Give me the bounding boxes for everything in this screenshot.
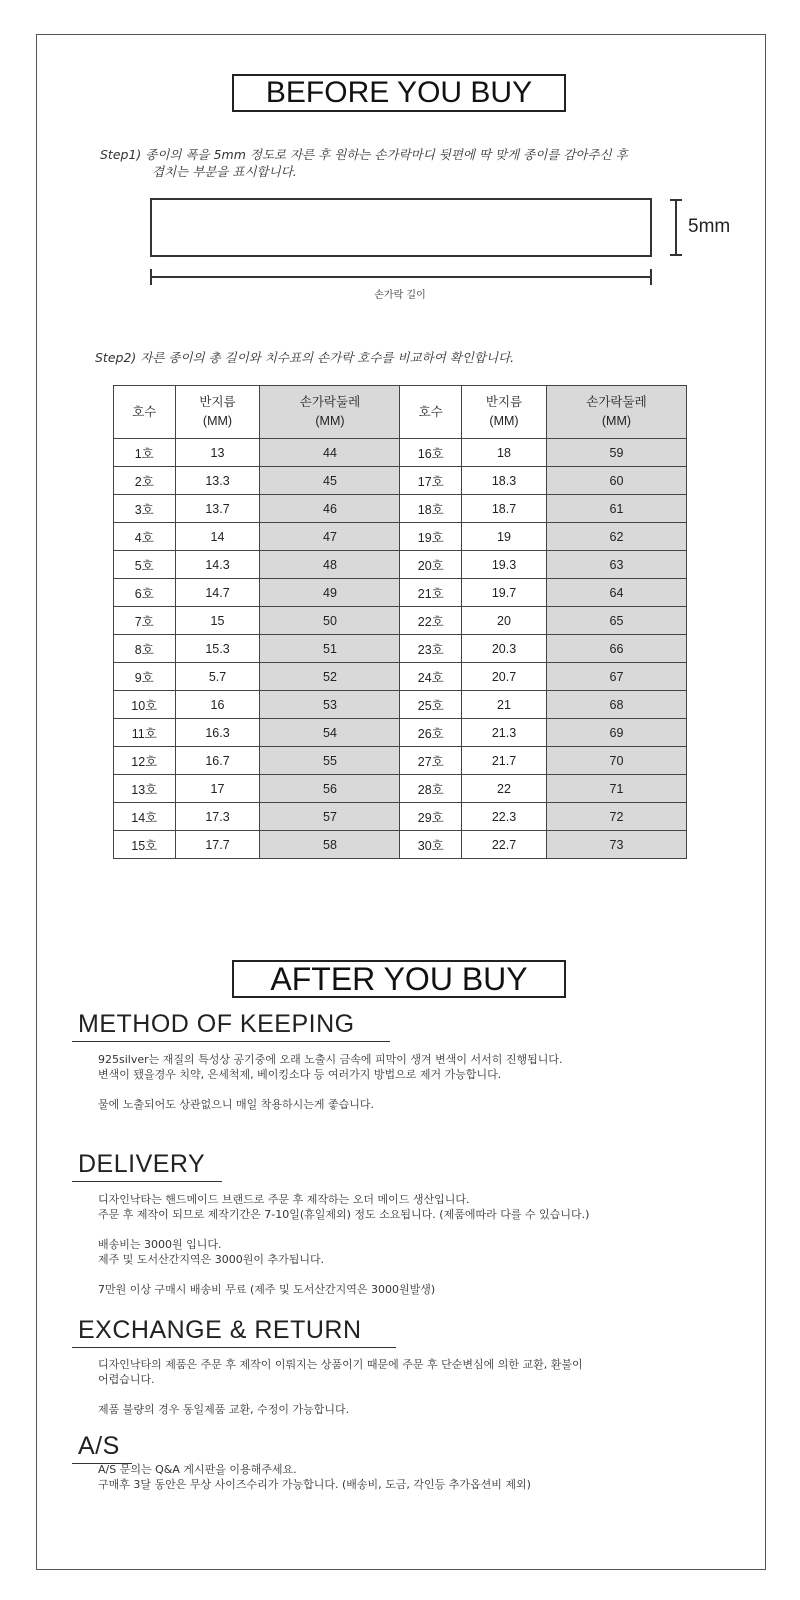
circumference-cell: 54 xyxy=(260,719,400,747)
table-row xyxy=(114,803,687,831)
size-cell: 19호 xyxy=(400,523,462,551)
size-cell: 4호 xyxy=(114,523,176,551)
paragraph-line: 어렵습니다. xyxy=(98,1373,155,1386)
header-radius-1: 반지름 (MM) xyxy=(175,386,260,439)
size-cell: 17호 xyxy=(400,467,462,495)
circumference-cell: 61 xyxy=(546,495,686,523)
radius-cell: 21.7 xyxy=(462,747,547,775)
circumference-cell: 60 xyxy=(546,467,686,495)
size-cell: 20호 xyxy=(400,551,462,579)
size-cell: 10호 xyxy=(114,691,176,719)
circumference-cell: 63 xyxy=(546,551,686,579)
radius-cell: 14.7 xyxy=(175,579,260,607)
circumference-cell: 65 xyxy=(546,607,686,635)
circumference-cell: 67 xyxy=(546,663,686,691)
radius-cell: 15.3 xyxy=(175,635,260,663)
circumference-cell: 64 xyxy=(546,579,686,607)
radius-cell: 14 xyxy=(175,523,260,551)
paragraph-line: 구매후 3달 동안은 무상 사이즈수리가 가능합니다. (배송비, 도금, 각인등 추가옵션비 제외) xyxy=(98,1478,531,1491)
step1-instruction xyxy=(100,146,740,180)
radius-cell: 19.3 xyxy=(462,551,547,579)
circumference-cell: 72 xyxy=(546,803,686,831)
size-cell: 13호 xyxy=(114,775,176,803)
circumference-cell: 45 xyxy=(260,467,400,495)
radius-cell: 20.7 xyxy=(462,663,547,691)
header-size-1: 호수 xyxy=(114,386,176,439)
radius-cell: 17 xyxy=(175,775,260,803)
size-cell: 22호 xyxy=(400,607,462,635)
table-row xyxy=(114,467,687,495)
circumference-cell: 57 xyxy=(260,803,400,831)
as-text xyxy=(98,1462,778,1492)
circumference-cell: 51 xyxy=(260,635,400,663)
as-heading: A/S xyxy=(78,1432,120,1460)
paragraph-line xyxy=(98,1387,778,1402)
radius-cell: 17.3 xyxy=(175,803,260,831)
table-row xyxy=(114,775,687,803)
size-cell: 25호 xyxy=(400,691,462,719)
radius-cell: 5.7 xyxy=(175,663,260,691)
keeping-underline xyxy=(72,1041,390,1042)
size-cell: 12호 xyxy=(114,747,176,775)
radius-cell: 17.7 xyxy=(175,831,260,859)
exchange-underline xyxy=(72,1347,396,1348)
radius-cell: 16.7 xyxy=(175,747,260,775)
radius-cell: 14.3 xyxy=(175,551,260,579)
paragraph-line xyxy=(98,1222,778,1237)
size-cell: 8호 xyxy=(114,635,176,663)
table-row xyxy=(114,663,687,691)
size-cell: 26호 xyxy=(400,719,462,747)
radius-cell: 13.3 xyxy=(175,467,260,495)
table-row xyxy=(114,495,687,523)
paragraph-line: 제주 및 도서산간지역은 3000원이 추가됩니다. xyxy=(98,1253,325,1266)
step1-line1: Step1) 종이의 폭을 5mm 정도로 자른 후 원하는 손가락마디 뒷편에 딱 맞게 종이를 감아주신 후 xyxy=(100,147,628,162)
circumference-cell: 73 xyxy=(546,831,686,859)
size-cell: 14호 xyxy=(114,803,176,831)
paragraph-line xyxy=(98,1267,778,1282)
paragraph-line: 디자인낙타의 제품은 주문 후 제작이 이뤄지는 상품이기 때문에 주문 후 단순변심에 의한 교환, 환불이 xyxy=(98,1358,583,1371)
header-circumference-2: 손가락둘레 (MM) xyxy=(546,386,686,439)
table-row xyxy=(114,691,687,719)
size-cell: 29호 xyxy=(400,803,462,831)
exchange-heading: EXCHANGE & RETURN xyxy=(78,1316,362,1344)
radius-cell: 22 xyxy=(462,775,547,803)
paragraph-line: 배송비는 3000원 입니다. xyxy=(98,1238,222,1251)
strip-width-bracket xyxy=(670,199,682,256)
radius-cell: 18.3 xyxy=(462,467,547,495)
size-cell: 11호 xyxy=(114,719,176,747)
paragraph-line: 물에 노출되어도 상관없으니 매일 착용하시는게 좋습니다. xyxy=(98,1098,375,1111)
circumference-cell: 44 xyxy=(260,439,400,467)
radius-cell: 16 xyxy=(175,691,260,719)
table-header-row xyxy=(114,386,687,439)
paragraph-line: 주문 후 제작이 되므로 제작기간은 7-10일(휴일제외) 정도 소요됩니다. (제품에따라 다를 수 있습니다.) xyxy=(98,1208,590,1221)
size-cell: 6호 xyxy=(114,579,176,607)
size-cell: 28호 xyxy=(400,775,462,803)
size-cell: 3호 xyxy=(114,495,176,523)
size-cell: 23호 xyxy=(400,635,462,663)
size-cell: 16호 xyxy=(400,439,462,467)
size-cell: 27호 xyxy=(400,747,462,775)
table-row xyxy=(114,719,687,747)
circumference-cell: 68 xyxy=(546,691,686,719)
circumference-cell: 71 xyxy=(546,775,686,803)
circumference-cell: 52 xyxy=(260,663,400,691)
delivery-underline xyxy=(72,1181,222,1182)
radius-cell: 18.7 xyxy=(462,495,547,523)
delivery-heading: DELIVERY xyxy=(78,1150,206,1178)
circumference-cell: 55 xyxy=(260,747,400,775)
table-row xyxy=(114,551,687,579)
size-cell: 1호 xyxy=(114,439,176,467)
circumference-cell: 47 xyxy=(260,523,400,551)
size-cell: 9호 xyxy=(114,663,176,691)
ring-size-table xyxy=(113,385,687,859)
circumference-cell: 48 xyxy=(260,551,400,579)
radius-cell: 21.3 xyxy=(462,719,547,747)
circumference-cell: 62 xyxy=(546,523,686,551)
table-row xyxy=(114,831,687,859)
header-radius-2: 반지름 (MM) xyxy=(462,386,547,439)
circumference-cell: 58 xyxy=(260,831,400,859)
size-cell: 5호 xyxy=(114,551,176,579)
size-cell: 18호 xyxy=(400,495,462,523)
step1-line2: 겹치는 부분을 표시합니다. xyxy=(152,164,297,179)
finger-length-line xyxy=(150,276,652,278)
table-row xyxy=(114,523,687,551)
paragraph-line: 변색이 됐을경우 치약, 은세척제, 베이킹소다 등 여러가지 방법으로 제거 가능합니다. xyxy=(98,1068,502,1081)
size-cell: 21호 xyxy=(400,579,462,607)
after-you-buy-title: AFTER YOU BUY xyxy=(232,960,566,998)
size-cell: 7호 xyxy=(114,607,176,635)
radius-cell: 22.3 xyxy=(462,803,547,831)
table-row xyxy=(114,607,687,635)
paragraph-line: 디자인낙타는 핸드메이드 브랜드로 주문 후 제작하는 오더 메이드 생산입니다. xyxy=(98,1193,470,1206)
circumference-cell: 50 xyxy=(260,607,400,635)
circumference-cell: 49 xyxy=(260,579,400,607)
circumference-cell: 59 xyxy=(546,439,686,467)
strip-width-label: 5mm xyxy=(688,216,731,237)
radius-cell: 19 xyxy=(462,523,547,551)
paragraph-line: 제품 불량의 경우 동일제품 교환, 수정이 가능합니다. xyxy=(98,1403,350,1416)
step2-instruction: Step2) 자른 종이의 총 길이와 치수표의 손가락 호수를 비교하여 확인합니다. xyxy=(95,350,515,365)
circumference-cell: 56 xyxy=(260,775,400,803)
radius-cell: 22.7 xyxy=(462,831,547,859)
circumference-cell: 46 xyxy=(260,495,400,523)
circumference-cell: 70 xyxy=(546,747,686,775)
circumference-cell: 53 xyxy=(260,691,400,719)
paper-strip-illustration xyxy=(150,198,652,257)
size-cell: 24호 xyxy=(400,663,462,691)
paragraph-line xyxy=(98,1082,778,1097)
circumference-cell: 66 xyxy=(546,635,686,663)
before-you-buy-title: BEFORE YOU BUY xyxy=(232,74,566,112)
radius-cell: 13.7 xyxy=(175,495,260,523)
keeping-text xyxy=(98,1052,778,1112)
circumference-cell: 69 xyxy=(546,719,686,747)
header-circumference-1: 손가락둘레 (MM) xyxy=(260,386,400,439)
exchange-text xyxy=(98,1357,778,1417)
radius-cell: 15 xyxy=(175,607,260,635)
paragraph-line: A/S 문의는 Q&A 게시판을 이용해주세요. xyxy=(98,1463,297,1476)
radius-cell: 20.3 xyxy=(462,635,547,663)
size-cell: 2호 xyxy=(114,467,176,495)
table-row xyxy=(114,635,687,663)
radius-cell: 20 xyxy=(462,607,547,635)
header-size-2: 호수 xyxy=(400,386,462,439)
delivery-text xyxy=(98,1192,778,1297)
table-row xyxy=(114,439,687,467)
finger-length-label: 손가락 길이 xyxy=(374,290,426,301)
keeping-heading: METHOD OF KEEPING xyxy=(78,1010,355,1038)
radius-cell: 18 xyxy=(462,439,547,467)
radius-cell: 21 xyxy=(462,691,547,719)
radius-cell: 13 xyxy=(175,439,260,467)
size-cell: 30호 xyxy=(400,831,462,859)
size-cell: 15호 xyxy=(114,831,176,859)
paragraph-line: 925silver는 재질의 특성상 공기중에 오래 노출시 금속에 피막이 생겨 변색이 서서히 진행됩니다. xyxy=(98,1053,563,1066)
paragraph-line: 7만원 이상 구매시 배송비 무료 (제주 및 도서산간지역은 3000원발생) xyxy=(98,1283,436,1296)
radius-cell: 19.7 xyxy=(462,579,547,607)
table-row xyxy=(114,579,687,607)
table-row xyxy=(114,747,687,775)
radius-cell: 16.3 xyxy=(175,719,260,747)
